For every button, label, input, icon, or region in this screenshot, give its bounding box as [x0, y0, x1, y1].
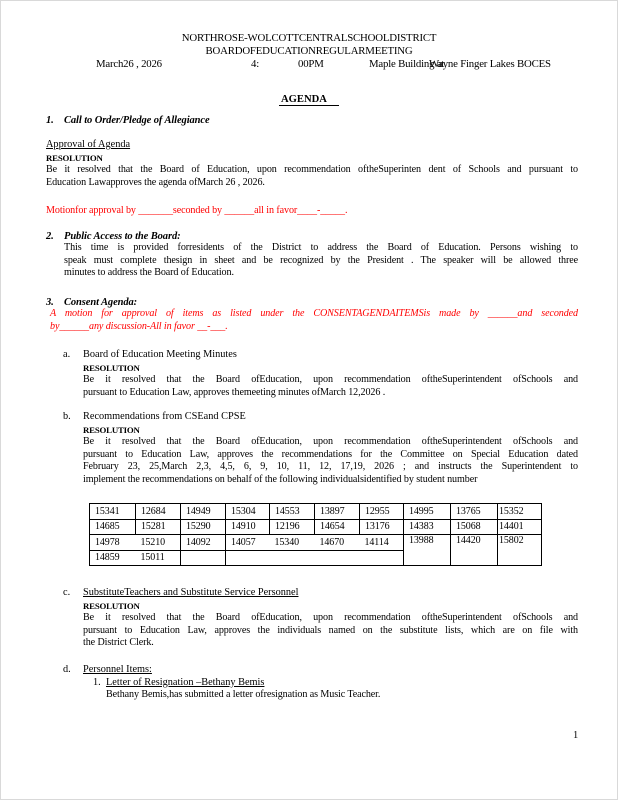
agenda-heading: AGENDA: [279, 94, 339, 106]
student-number-cell: 14383: [404, 519, 451, 535]
agenda-item-1: [46, 115, 578, 126]
item-d-title: Personnel Items:: [83, 664, 152, 675]
student-number-cell: 14057: [226, 535, 270, 551]
student-number-cell: 15352: [498, 504, 542, 520]
consent-motion-line: by______any discussion-All in favor __-___.: [50, 320, 228, 332]
item-a-label: a.: [63, 349, 71, 360]
meeting-location-2: Wayne Finger Lakes BOCES: [429, 58, 551, 70]
item-2-body-line: This time is provided forresidents of the District to address the Board of Education. Persons wishing to: [64, 242, 578, 253]
meeting-time-hour: 4:: [251, 58, 259, 70]
student-number-cell: 15802: [498, 535, 542, 566]
page-number: 1: [573, 730, 579, 741]
item-c-body-line: pursuant to Education Law, approves the individuals named on the substitute lists, which are on file with: [83, 624, 578, 636]
consent-item-a: [63, 349, 578, 399]
item-1-number: 1.: [46, 115, 54, 126]
item-c-body-line: Be it resolved that the Board ofEducation, upon recommendation oftheSuperintendent ofSchools and: [83, 612, 578, 624]
item-b-label: b.: [63, 411, 71, 422]
student-number-cell: 12196: [270, 519, 315, 535]
student-number-cell: 14949: [181, 504, 226, 520]
agenda-item-3: [46, 297, 578, 333]
student-number-cell: 15290: [181, 519, 226, 535]
student-number-cell: 14859: [90, 550, 136, 566]
item-b-body-line: February 23, 25,March 2,3, 4,5, 6, 9, 10, 11, 12, 17,19, 2026 ; and instructs the Superintendent to: [83, 461, 578, 473]
item-d1-title: Letter of Resignation –Bethany Bemis: [106, 676, 265, 688]
student-number-cell: 14114: [360, 535, 404, 551]
item-2-body-line: speak must complete thesign in sheet and be recognized by the President . The speaker will be allowed three: [64, 254, 578, 266]
item-a-title: Board of Education Meeting Minutes: [83, 349, 237, 360]
student-number-cell: 14910: [226, 519, 270, 535]
table-row: [90, 535, 542, 551]
approval-body-line: Education Lawapproves the agenda ofMarch 26 , 2026.: [46, 176, 265, 188]
student-number-table-wrap: [89, 503, 542, 566]
student-number-cell: 14978: [90, 535, 136, 551]
item-b-body-line: Be it resolved that the Board ofEducation, upon recommendation oftheSuperintendent ofSchools and: [83, 436, 578, 448]
item-c-title: SubstituteTeachers and Substitute Service Personnel: [83, 587, 299, 598]
student-number-cell: 12684: [136, 504, 181, 520]
item-d-label: d.: [63, 664, 71, 675]
item-a-resolution-label: RESOLUTION: [83, 362, 140, 373]
item-b-resolution-label: RESOLUTION: [83, 424, 140, 435]
student-number-cell: 14995: [404, 504, 451, 520]
item-a-body-line: pursuant to Education Law, approves themeeting minutes ofMarch 12,2026 .: [83, 386, 386, 398]
consent-motion-line: A motion for approval of items as listed under the CONSENTAGENDAITEMSis made by ______and seconded: [50, 308, 578, 319]
student-number-cell: 13988: [404, 535, 451, 566]
student-number-cell: 15304: [226, 504, 270, 520]
student-number-cell: 15210: [136, 535, 181, 551]
meeting-date: March26 , 2026: [96, 58, 162, 70]
student-number-cell: 14420: [451, 535, 498, 566]
student-number-cell: 14553: [270, 504, 315, 520]
student-number-cell: 15068: [451, 519, 498, 535]
student-number-cell: 15341: [90, 504, 136, 520]
student-number-cell: [226, 550, 404, 566]
item-c-resolution-label: RESOLUTION: [83, 600, 140, 611]
item-b-body-line: pursuant to Education Law, approves the recommendations for the Committee on Special Education dated: [83, 448, 578, 460]
item-c-body-line: the District Clerk.: [83, 637, 154, 649]
student-number-cell: 14092: [181, 535, 226, 551]
item-d1-body: Bethany Bemis,has submitted a letter ofresignation as Music Teacher.: [106, 689, 381, 701]
approval-resolution-label: RESOLUTION: [46, 152, 103, 163]
item-b-title: Recommendations from CSEand CPSE: [83, 411, 246, 422]
student-number-table: [89, 503, 542, 566]
item-2-title: Public Access to the Board:: [64, 231, 181, 242]
consent-item-b: [63, 411, 578, 487]
student-number-cell: 13765: [451, 504, 498, 520]
meeting-location: Maple Building at: [369, 58, 445, 70]
consent-item-d: [63, 664, 578, 702]
meeting-time-minutes: 00PM: [298, 58, 324, 70]
approval-of-agenda-section: [46, 139, 578, 189]
approval-body-line: Be it resolved that the Board of Education, upon recommendation oftheSuperinten dent of Schools and pursuant to: [46, 164, 578, 176]
student-number-cell: 15011: [136, 550, 181, 566]
approval-motion-text: Motionfor approval by _______seconded by ______all in favor____-_____.: [46, 205, 348, 216]
district-title: NORTHROSE-WOLCOTTCENTRALSCHOOLDISTRICT: [181, 32, 437, 44]
table-row: [90, 519, 542, 535]
item-1-title: Call to Order/Pledge of Allegiance: [64, 115, 210, 126]
item-a-body-line: Be it resolved that the Board ofEducation, upon recommendation oftheSuperintendent ofSchools and: [83, 374, 578, 386]
item-b-body-line: implement the recommendations on behalf of the following individualsidentified by student number: [83, 473, 478, 485]
student-number-cell: 15340: [270, 535, 315, 551]
student-number-cell: 13176: [360, 519, 404, 535]
student-number-cell: [181, 550, 226, 566]
student-number-cell: 12955: [360, 504, 404, 520]
consent-item-c: [63, 587, 578, 650]
student-number-cell: 15281: [136, 519, 181, 535]
meeting-title: BOARDOFEDUCATIONREGULARMEETING: [205, 45, 413, 57]
table-row: [90, 504, 542, 520]
item-2-body-line: minutes to address the Board of Education.: [64, 267, 234, 279]
student-number-cell: 14654: [315, 519, 360, 535]
student-number-cell: 14685: [90, 519, 136, 535]
agenda-item-2: [46, 231, 578, 280]
item-3-number: 3.: [46, 297, 54, 308]
item-c-label: c.: [63, 587, 71, 598]
approval-heading: Approval of Agenda: [46, 139, 131, 150]
student-number-cell: 14670: [315, 535, 360, 551]
item-d1-label: 1.: [93, 676, 101, 688]
student-number-cell: 14401: [498, 519, 542, 535]
student-number-cell: 13897: [315, 504, 360, 520]
item-2-number: 2.: [46, 231, 54, 242]
item-3-title: Consent Agenda:: [64, 297, 138, 308]
agenda-heading-wrap: [1, 89, 617, 107]
